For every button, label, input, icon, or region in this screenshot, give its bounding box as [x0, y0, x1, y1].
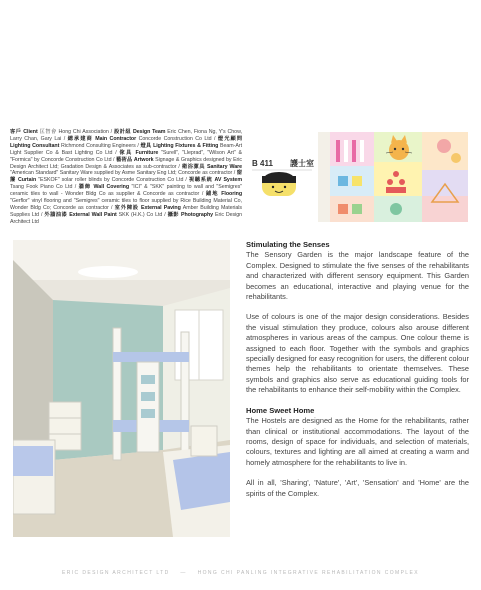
credit-value: Eric Design Architect Ltd: [10, 211, 243, 225]
footer-right: HONG CHI PANLING INTEGRATIVE REHABILITATION COMPLEX: [197, 570, 419, 576]
paragraph: All in all, 'Sharing', 'Nature', 'Art', 'Sensation' and 'Home' are the spirits of the Complex.: [246, 478, 469, 498]
credit-value: 匡智會 Hong Chi Association: [39, 129, 109, 135]
credit-value: "Gerflor" vinyl flooring and "Semigres" ceramic tiles to floor supplied by Rice Building Material Co, Wonder Bldg Co; Concorde as contractor: [10, 198, 242, 211]
decorative-tiles: [318, 132, 468, 222]
footer-left: ERIC DESIGN ARCHITECT LTD: [62, 570, 170, 576]
credit-label: 衛浴潔具 Sanitary Ware: [181, 163, 243, 170]
paragraph: Use of colours is one of the major design considerations. Besides the visual stimulation they produce, colours also arouse different atmospheres in various areas of the campus. One colour theme is assigned to each floor. Together with the symbols and graphics specially designed for easy recognition for users, the different colour themes help the rehabilitants to orientate themselves. These symbols and graphics also serve as educational guiding tools for the rehabilitants to enhance their self-mobility within the Complex.: [246, 312, 469, 395]
credits-block: 客戶 Client 匡智會 Hong Chi Association / 設計組 Design Team Eric Chen, Fiona Ng, Y's Chow, Larry Chan, Gary Lai / 總承建商 Main Contractor Concorde Construction Co Ltd / 燈光顧問 Lighting Consultant Richmond Consulting Engineers / 燈具 Lighting Fixtures & Fitting Beam-Art Light Supplier Co & Bast Lighting Co Ltd / 傢具 Furniture "Surell", "Lleprad", "Wilson Art" & "Formica" by Concorde Construction Co Ltd / 藝術品 Artwork Signage & Graphics designed by Eric Design Architect Ltd; Gradation Design & Associates as sub-contractor / 衛浴潔具 Sanitary Ware "American Standard" Sanitary Ware supplied by Asme Sanitary Eng Ltd; Concorde as contractor / 窗簾 Curtain "ESKOF" solar roller blinds by Concorde Construction Co Ltd / 視聽系統 AV System Tsang Fook Piano Co Ltd / 牆飾 Wall Covering "ICI" & "SKK" painting to wall and "Semigres" ceramic tiles to wall - Wonder Bldg Co as supplier & Concorde as contractor / 鋪地 Flooring "Gerflor" vinyl flooring and "Semigres" ceramic tiles to floor supplied by Rice Building Material Co, Wonder Bldg Co; Concorde as contractor / 室外陳設 External Paving Amber Building Materials Supplies Ltd / 外牆油漆 External Wall Paint SKK (H.K.) Co Ltd / 攝影 Photography Eric Design Architect Ltd: [10, 129, 243, 225]
footer-separator: —: [180, 570, 187, 576]
page-footer: [0, 570, 481, 576]
room-name: 護士室: [290, 159, 314, 168]
section-heading-home: Home Sweet Home: [246, 405, 315, 415]
credit-value: Richmond Consulting Engineers: [60, 142, 136, 149]
credit-value: Amber Building Materials Supplies Ltd: [10, 204, 242, 218]
right-bed: [163, 445, 230, 537]
nurse-face-icon: [262, 172, 296, 196]
body-text: [246, 240, 469, 509]
credit-value: Signage & Graphics designed by Eric Design Architect Ltd; Gradation Design & Associates as sub-contractor: [10, 156, 243, 170]
paragraph: The Sensory Garden is the major landscape feature of the Complex. Designed to stimulate the five senses of the rehabilitants and characterized with different sensory equipment. This Garden becomes an educational, interactive and playing venue for the rehabilitants.: [246, 250, 469, 302]
credit-label: 窗簾 Curtain: [10, 170, 243, 184]
credit-label: 總承建商 Main Contractor: [67, 135, 137, 142]
hostel-bedroom-photo: [13, 240, 230, 537]
room-number: B 411: [252, 159, 273, 168]
credit-label: 傢具 Furniture: [119, 149, 159, 156]
signage-graphic: [246, 132, 468, 222]
credit-value: "ESKOF" solar roller blinds by Concorde Construction Co Ltd: [38, 177, 184, 184]
credit-value: SKK (H.K.) Co Ltd: [118, 211, 163, 218]
credit-value: Beam-Art Light Supplier Co & Bast Lighting Co Ltd: [10, 142, 243, 156]
credit-label: 攝影 Photography: [167, 211, 214, 218]
credit-label: 外牆油漆 External Wall Paint: [44, 211, 117, 218]
left-bed: [13, 440, 55, 514]
credit-label: 燈具 Lighting Fixtures & Fitting: [140, 142, 219, 149]
credit-label: 設計組 Design Team: [113, 129, 166, 135]
credit-label: 室外陳設 External Paving: [114, 204, 181, 211]
credit-label: 客戶 Client: [10, 129, 38, 135]
credit-label: 牆飾 Wall Covering: [78, 184, 130, 191]
credit-value: "Surell", "Lleprad", "Wilson Art" & "Formica" by Concorde Construction Co Ltd: [10, 149, 243, 163]
credit-value: Concorde Construction Co Ltd: [138, 135, 212, 142]
credit-value: "ICI" & "SKK" painting to wall and "Semigres" ceramic tiles to wall - Wonder Bldg Co as supplier & Concorde as contractor: [10, 184, 243, 198]
section-heading-senses: Stimulating the Senses: [246, 240, 330, 249]
credit-label: 視聽系統 AV System: [188, 177, 242, 184]
credit-value: "American Standard" Sanitary Ware supplied by Asme Sanitary Eng Ltd; Concorde as contractor: [10, 170, 233, 177]
credit-label: 藝術品 Artwork: [116, 156, 154, 163]
credit-value: Tsang Fook Piano Co Ltd: [10, 184, 73, 191]
credit-label: 鋪地 Flooring: [205, 191, 243, 198]
paragraph: The Hostels are designed as the Home for the rehabilitants, rather than clinical or institutional accommodations. The layout of the rooms, design of space for individuals, and selection of materials, colours, textures and lighting are all aimed at creating a warm and homely atmosphere for the rehabilitants to live in.: [246, 416, 469, 467]
credit-label: 燈光顧問 Lighting Consultant: [10, 135, 243, 149]
credit-value: Eric Chen, Fiona Ng, Y's Chow, Larry Chan, Gary Lai: [10, 129, 242, 142]
